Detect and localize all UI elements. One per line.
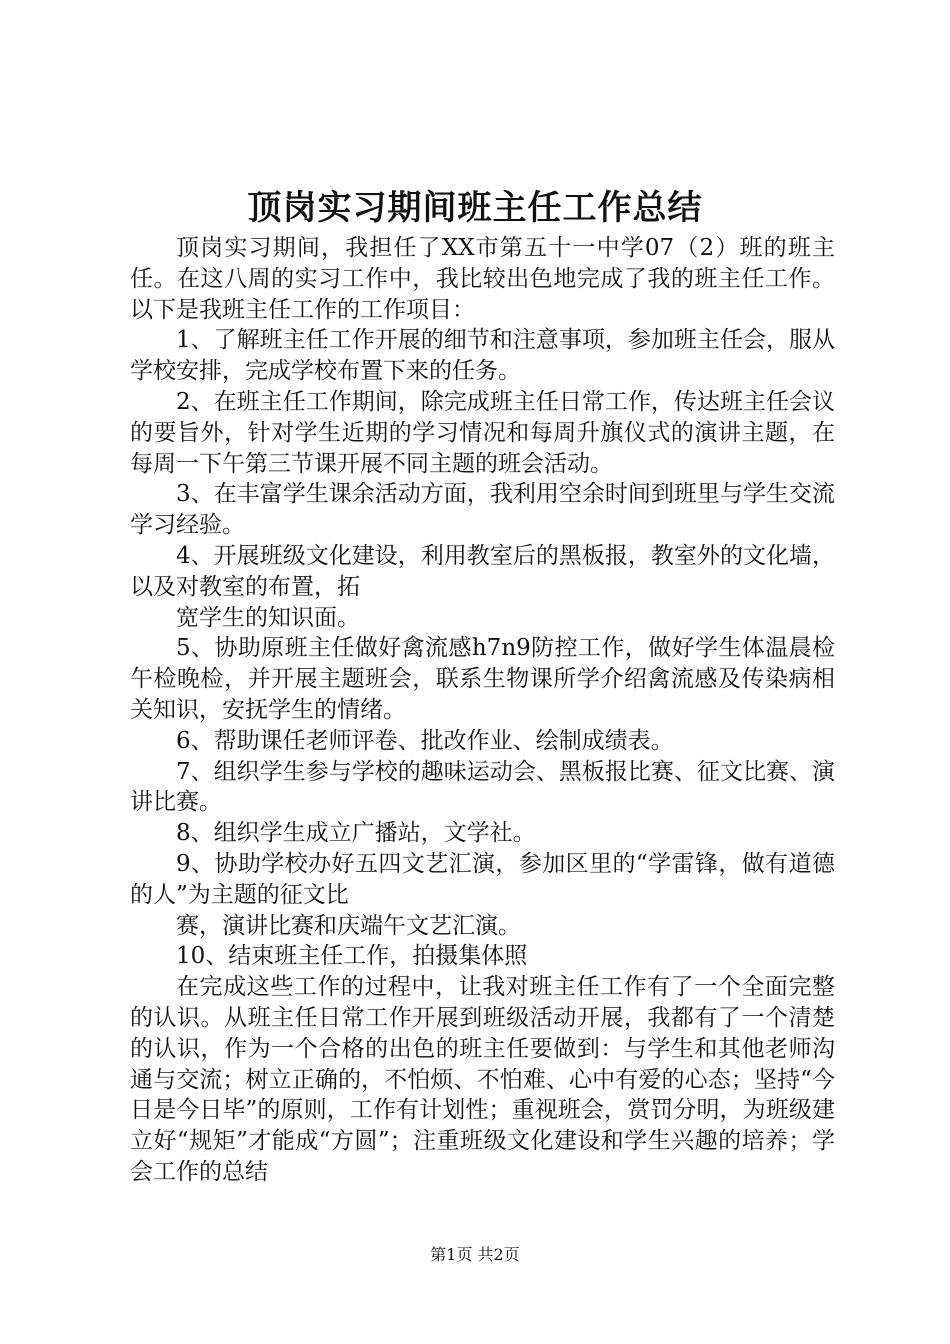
- paragraph-item-7: 7、组织学生参与学校的趣味运动会、黑板报比赛、征文比赛、演讲比赛。: [130, 758, 835, 816]
- paragraph-item-8: 8、组织学生成立广播站，文学社。: [176, 820, 536, 847]
- paragraph-item-9-continued: 赛，演讲比赛和庆端午文艺汇演。: [176, 912, 521, 939]
- paragraph-item-3: 3、在丰富学生课余活动方面，我利用空余时间到班里与学生交流学习经验。: [130, 481, 835, 539]
- paragraph-item-1: 1、了解班主任工作开展的细节和注意事项，参加班主任会，服从学校安排，完成学校布置下来的任务。: [130, 327, 835, 385]
- paragraph-item-5: 5、协助原班主任做好禽流感h7n9防控工作，做好学生体温晨检午检晚检，并开展主题班会，联系生物课所学介绍禽流感及传染病相关知识，安抚学生的情绪。: [130, 635, 835, 723]
- paragraph-item-2: 2、在班主任工作期间，除完成班主任日常工作，传达班主任会议的要旨外，针对学生近期的学习情况和每周升旗仪式的演讲主题，在每周一下午第三节课开展不同主题的班会活动。: [130, 388, 835, 477]
- paragraph-intro: 顶岗实习期间，我担任了XX市第五十一中学07（2）班的班主任。在这八周的实习工作中，我比较出色地完成了我的班主任工作。以下是我班主任工作的工作项目：: [130, 235, 835, 323]
- paragraph-item-10: 10、结束班主任工作，拍摄集体照: [176, 943, 528, 970]
- document-body: [130, 233, 835, 1188]
- page-number-footer: 第1页 共2页: [430, 1245, 520, 1264]
- paragraph-item-6: 6、帮助课任老师评卷、批改作业、绘制成绩表。: [176, 727, 674, 754]
- paragraph-conclusion: 在完成这些工作的过程中，让我对班主任工作有了一个全面完整的认识。从班主任日常工作开展到班级活动开展，我都有了一个清楚的认识，作为一个合格的出色的班主任要做到：与学生和其他老师沟通与交流；树立正确的，不怕烦、不怕难、心中有爱的心态；坚持“今日是今日毕”的原则，工作有计划性；重视班会，赏罚分明，为班级建立好“规矩”才能成“方圆”；注重班级文化建设和学生兴趣的培养；学会工作的总结: [130, 974, 835, 1185]
- document-title: 顶岗实习期间班主任工作总结: [247, 188, 703, 228]
- paragraph-item-4: 4、开展班级文化建设，利用教室后的黑板报，教室外的文化墙，以及对教室的布置，拓: [130, 542, 835, 600]
- paragraph-item-4-continued: 宽学生的知识面。: [176, 604, 360, 631]
- paragraph-item-9: 9、协助学校办好五四文艺汇演，参加区里的“学雷锋，做有道德的人”为主题的征文比: [130, 850, 835, 908]
